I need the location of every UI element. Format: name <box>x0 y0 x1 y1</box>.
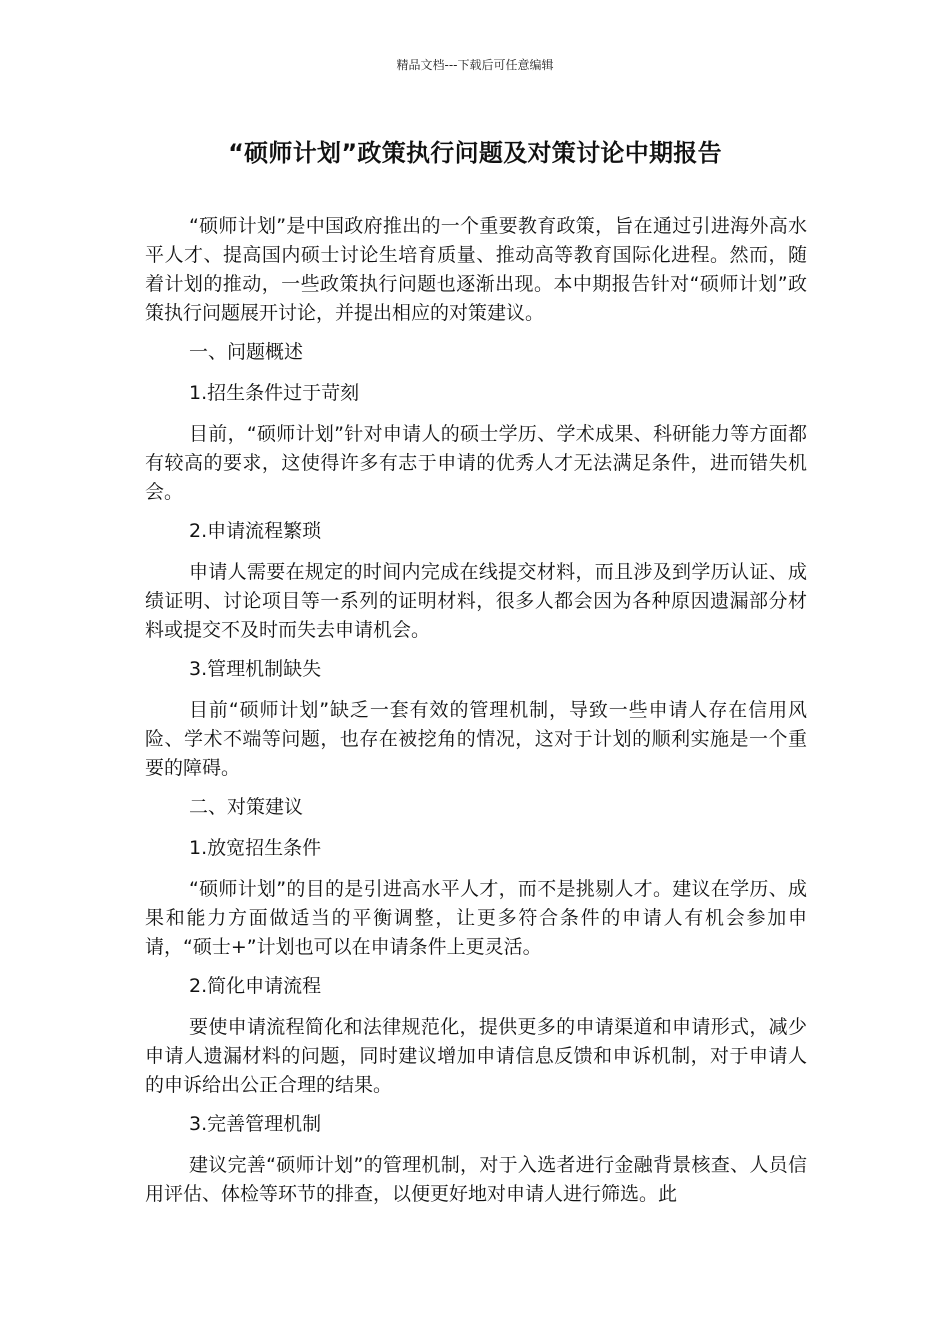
intro-paragraph: “硕师计划”是中国政府推出的一个重要教育政策，旨在通过引进海外高水平人才、提高国内硕士讨论生培育质量、推动高等教育国际化进程。然而，随着计划的推动，一些政策执行问题也逐渐出现。本中期报告针对“硕师计划”政策执行问题展开讨论，并提出相应的对策建议。 <box>145 215 807 324</box>
paragraph-relax-conditions: “硕师计划”的目的是引进高水平人才，而不是挑剔人才。建议在学历、成果和能力方面做适当的平衡调整，让更多符合条件的申请人有机会参加申请，“硕士+”计划也可以在申请条件上更灵活。 <box>145 878 807 958</box>
subheading-simplify-process: 2.简化申请流程 <box>189 975 322 997</box>
page-header: 精品文档---下载后可任意编辑 <box>396 58 554 72</box>
subheading-relax-conditions: 1.放宽招生条件 <box>189 837 322 859</box>
subheading-improve-management: 3.完善管理机制 <box>189 1113 322 1135</box>
paragraph-management-mechanism: 目前“硕师计划”缺乏一套有效的管理机制，导致一些申请人存在信用风险、学术不端等问题，也存在被挖角的情况，这对于计划的顺利实施是一个重要的障碍。 <box>145 699 807 779</box>
paragraph-improve-management: 建议完善“硕师计划”的管理机制，对于入选者进行金融背景核查、人员信用评估、体检等环节的排查，以便更好地对申请人进行筛选。此 <box>145 1154 807 1205</box>
document-title: “硕师计划”政策执行问题及对策讨论中期报告 <box>228 139 722 167</box>
section-heading-suggestions: 二、对策建议 <box>189 796 304 818</box>
subheading-management-mechanism: 3.管理机制缺失 <box>189 658 322 680</box>
document-body <box>145 212 807 1219</box>
paragraph-simplify-process: 要使申请流程简化和法律规范化，提供更多的申请渠道和申请形式，减少申请人遗漏材料的问题，同时建议增加申请信息反馈和申诉机制，对于申请人的申诉给出公正合理的结果。 <box>145 1016 807 1096</box>
subheading-admission-conditions: 1.招生条件过于苛刻 <box>189 382 360 404</box>
subheading-application-process: 2.申请流程繁琐 <box>189 520 322 542</box>
paragraph-admission-conditions: 目前，“硕师计划”针对申请人的硕士学历、学术成果、科研能力等方面都有较高的要求，这使得许多有志于申请的优秀人才无法满足条件，进而错失机会。 <box>145 423 807 503</box>
paragraph-application-process: 申请人需要在规定的时间内完成在线提交材料，而且涉及到学历认证、成绩证明、讨论项目等一系列的证明材料，很多人都会因为各种原因遗漏部分材料或提交不及时而失去申请机会。 <box>145 561 807 641</box>
section-heading-problems: 一、问题概述 <box>189 341 304 363</box>
